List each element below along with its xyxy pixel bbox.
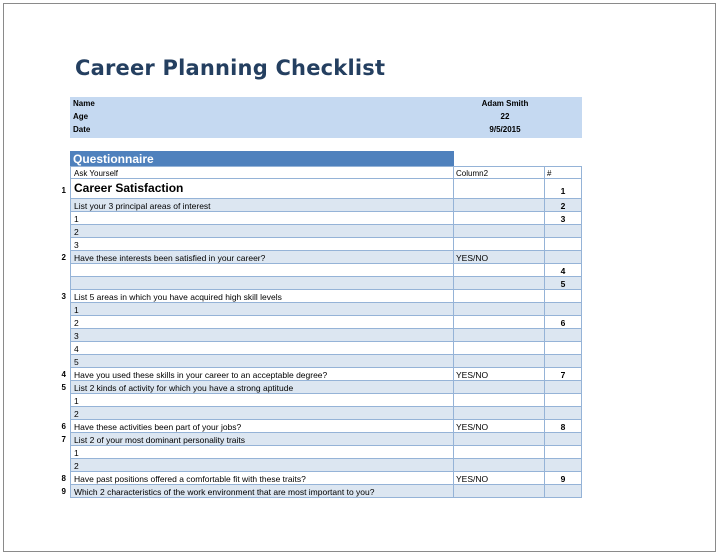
- question-cell-text: 1: [74, 214, 79, 224]
- answer-cell[interactable]: [454, 368, 545, 381]
- question-cell[interactable]: [70, 238, 454, 251]
- answer-cell[interactable]: [454, 199, 545, 212]
- answer-cell[interactable]: [454, 277, 545, 290]
- question-cell[interactable]: [70, 381, 454, 394]
- question-number: 3: [61, 292, 66, 301]
- question-cell-text: 5: [74, 357, 79, 367]
- index-cell[interactable]: [545, 316, 582, 329]
- index-cell[interactable]: [545, 251, 582, 264]
- answer-cell[interactable]: [454, 355, 545, 368]
- question-cell[interactable]: [70, 472, 454, 485]
- question-number: 7: [61, 435, 66, 444]
- answer-cell[interactable]: [454, 179, 545, 199]
- answer-cell[interactable]: [454, 446, 545, 459]
- info-label: Age: [73, 112, 89, 121]
- index-cell[interactable]: [545, 277, 582, 290]
- index-cell[interactable]: [545, 394, 582, 407]
- question-cell[interactable]: [70, 303, 454, 316]
- personal-info-block: [70, 97, 582, 138]
- column-header-col2[interactable]: Column2: [454, 166, 545, 179]
- answer-cell[interactable]: [454, 381, 545, 394]
- question-cell[interactable]: [70, 290, 454, 303]
- index-cell-text: 6: [560, 318, 566, 328]
- answer-cell[interactable]: [454, 433, 545, 446]
- index-cell[interactable]: [545, 290, 582, 303]
- question-cell-text: 2: [74, 461, 79, 471]
- question-cell[interactable]: [70, 251, 454, 264]
- index-cell[interactable]: [545, 238, 582, 251]
- questionnaire-header: [70, 151, 454, 166]
- info-row-age: [70, 110, 582, 123]
- question-cell[interactable]: [70, 355, 454, 368]
- answer-cell[interactable]: [454, 394, 545, 407]
- info-value[interactable]: 9/5/2015: [489, 125, 521, 134]
- question-cell[interactable]: [70, 368, 454, 381]
- index-cell[interactable]: [545, 342, 582, 355]
- answer-cell-text: YES/NO: [456, 422, 489, 432]
- index-cell-text: 8: [560, 422, 566, 432]
- index-cell[interactable]: [545, 420, 582, 433]
- answer-cell[interactable]: [454, 342, 545, 355]
- question-number: 2: [61, 253, 66, 262]
- answer-cell-text: YES/NO: [456, 253, 489, 263]
- question-cell[interactable]: [70, 446, 454, 459]
- question-cell[interactable]: [70, 264, 454, 277]
- info-label: Name: [73, 99, 95, 108]
- question-cell-text: Which 2 characteristics of the work environment that are most important to you?: [74, 487, 375, 497]
- questionnaire-title: Questionnaire: [73, 152, 154, 166]
- question-cell[interactable]: [70, 459, 454, 472]
- question-cell-text: 1: [74, 305, 79, 315]
- question-cell-text: 2: [74, 318, 79, 328]
- page-title: Career Planning Checklist: [75, 56, 386, 80]
- answer-cell[interactable]: [454, 420, 545, 433]
- question-cell-text: 4: [74, 344, 79, 354]
- question-cell-text: 3: [74, 331, 79, 341]
- answer-cell-text: YES/NO: [456, 474, 489, 484]
- index-cell[interactable]: [545, 303, 582, 316]
- index-cell[interactable]: [545, 355, 582, 368]
- column-header-num[interactable]: #: [545, 166, 582, 179]
- index-cell[interactable]: [545, 199, 582, 212]
- question-cell-text: Have you used these skills in your career to an acceptable degree?: [74, 370, 328, 380]
- question-cell[interactable]: [70, 485, 454, 498]
- question-cell-text: List your 3 principal areas of interest: [74, 201, 211, 211]
- index-cell-text: 3: [560, 214, 566, 224]
- column-header-ask[interactable]: Ask Yourself: [70, 166, 454, 179]
- question-cell[interactable]: [70, 212, 454, 225]
- question-number: 5: [61, 383, 66, 392]
- index-cell-text: 7: [560, 370, 566, 380]
- question-cell-text: 1: [74, 448, 79, 458]
- question-cell[interactable]: [70, 277, 454, 290]
- index-cell[interactable]: [545, 329, 582, 342]
- question-cell[interactable]: [70, 316, 454, 329]
- question-cell-text: 3: [74, 240, 79, 250]
- index-cell-text: 5: [560, 279, 566, 289]
- question-cell-text: 2: [74, 409, 79, 419]
- question-cell[interactable]: [70, 179, 454, 199]
- index-cell[interactable]: [545, 264, 582, 277]
- answer-cell[interactable]: [454, 238, 545, 251]
- index-cell[interactable]: [545, 381, 582, 394]
- index-cell[interactable]: [545, 407, 582, 420]
- question-number: 1: [61, 186, 66, 195]
- index-cell[interactable]: [545, 225, 582, 238]
- answer-cell[interactable]: [454, 472, 545, 485]
- question-cell-text: Have past positions offered a comfortable fit with these traits?: [74, 474, 306, 484]
- question-cell-text: Have these interests been satisfied in your career?: [74, 253, 266, 263]
- answer-cell[interactable]: [454, 303, 545, 316]
- question-number: 9: [61, 487, 66, 496]
- answer-cell[interactable]: [454, 316, 545, 329]
- answer-cell[interactable]: [454, 264, 545, 277]
- question-cell[interactable]: [70, 394, 454, 407]
- index-cell[interactable]: [545, 212, 582, 225]
- question-number: 6: [61, 422, 66, 431]
- answer-cell[interactable]: [454, 251, 545, 264]
- answer-cell[interactable]: [454, 407, 545, 420]
- question-cell[interactable]: [70, 420, 454, 433]
- question-cell-text: List 2 kinds of activity for which you have a strong aptitude: [74, 383, 294, 393]
- document-page: [3, 3, 716, 552]
- index-cell-text: 1: [560, 186, 566, 196]
- info-value[interactable]: Adam Smith: [481, 99, 529, 108]
- question-cell[interactable]: [70, 199, 454, 212]
- answer-cell[interactable]: [454, 225, 545, 238]
- index-cell[interactable]: [545, 472, 582, 485]
- index-cell[interactable]: [545, 459, 582, 472]
- answer-cell[interactable]: [454, 459, 545, 472]
- question-cell-text: Have these activities been part of your jobs?: [74, 422, 242, 432]
- answer-cell-text: YES/NO: [456, 370, 489, 380]
- question-number: 8: [61, 474, 66, 483]
- question-cell[interactable]: [70, 407, 454, 420]
- question-cell-text: List 2 of your most dominant personality traits: [74, 435, 246, 445]
- info-label: Date: [73, 125, 91, 134]
- question-cell-text: 1: [74, 396, 79, 406]
- index-cell[interactable]: [545, 446, 582, 459]
- question-cell-text: 2: [74, 227, 79, 237]
- index-cell[interactable]: [545, 485, 582, 498]
- question-cell[interactable]: [70, 342, 454, 355]
- answer-cell[interactable]: [454, 212, 545, 225]
- question-cell-text: Career Satisfaction: [74, 181, 184, 195]
- info-value[interactable]: 22: [500, 112, 510, 121]
- question-cell[interactable]: [70, 225, 454, 238]
- index-cell[interactable]: [545, 179, 582, 199]
- question-number: 4: [61, 370, 66, 379]
- question-cell-text: List 5 areas in which you have acquired high skill levels: [74, 292, 282, 302]
- index-cell-text: 4: [560, 266, 566, 276]
- index-cell[interactable]: [545, 433, 582, 446]
- question-cell[interactable]: [70, 433, 454, 446]
- answer-cell[interactable]: [454, 485, 545, 498]
- info-row-name: [70, 97, 582, 110]
- question-cell[interactable]: [70, 329, 454, 342]
- answer-cell[interactable]: [454, 290, 545, 303]
- answer-cell[interactable]: [454, 329, 545, 342]
- info-row-date: [70, 123, 582, 136]
- index-cell[interactable]: [545, 368, 582, 381]
- index-cell-text: 9: [560, 474, 566, 484]
- index-cell-text: 2: [560, 201, 566, 211]
